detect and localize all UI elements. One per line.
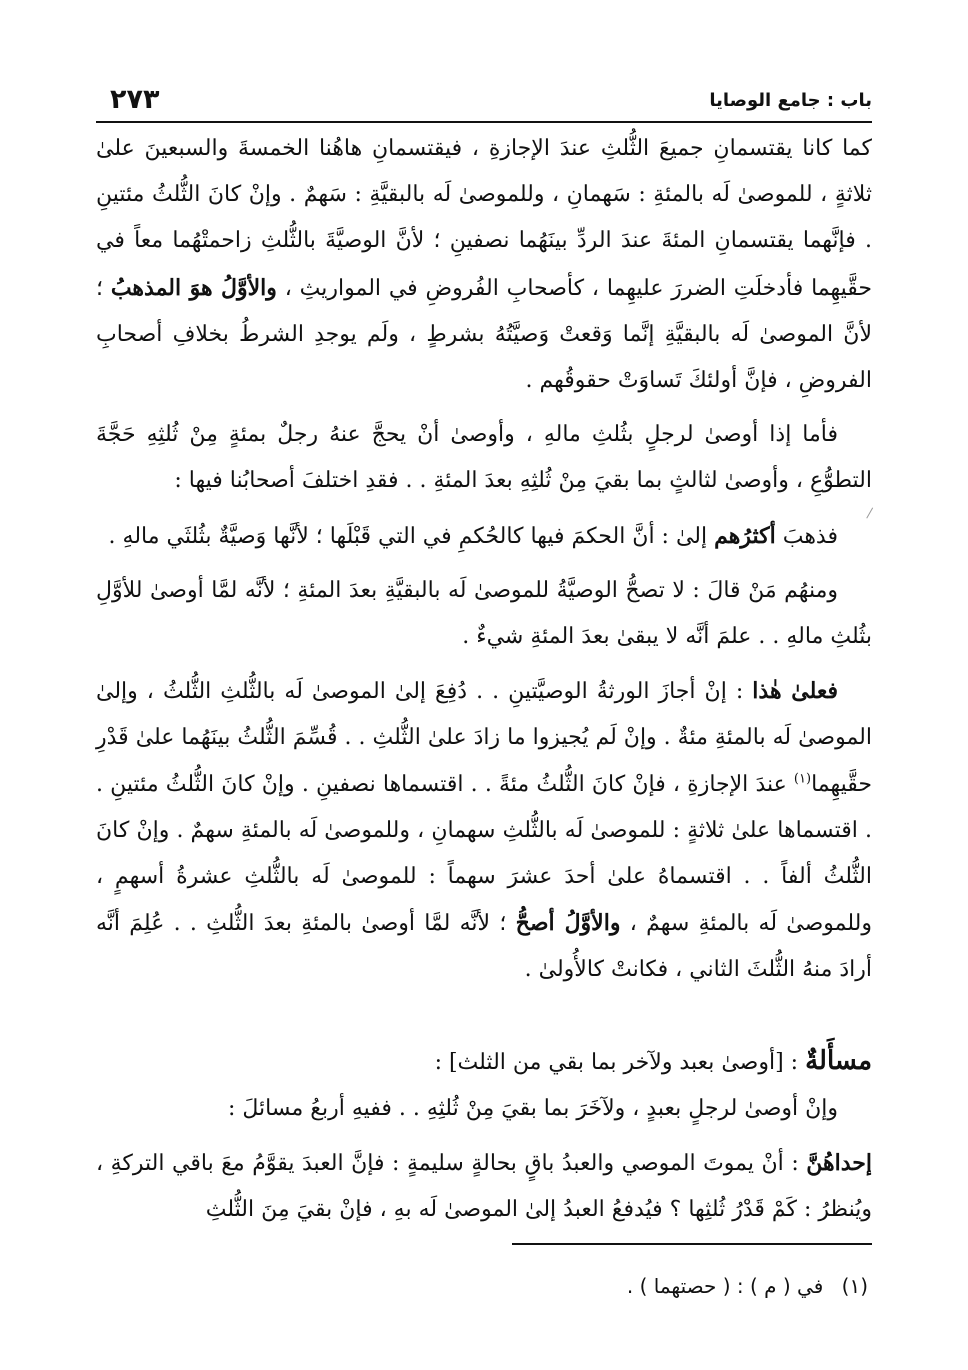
paragraph bbox=[96, 1086, 872, 1132]
paragraph bbox=[96, 1140, 872, 1233]
text-run: فذهبَ bbox=[775, 523, 838, 549]
paragraph bbox=[96, 412, 872, 504]
masala-label: مسأَلةٌ bbox=[805, 1045, 872, 1076]
bold-term: إحداهُنَّ bbox=[806, 1150, 872, 1177]
text-run: : إنْ أجازَ الورثةُ الوصيَّتينِ . . دُفِعَ إلىٰ الموصىٰ لَه بالثُّلثِ الثُّلثُ ، وإلىٰ الموصىٰ لَه بالمئةِ مئةٌ . وإنْ لَم يُجيزوا ما زادَ علىٰ الثُّلثِ . . قُسِّمَ الثُّلثُ بينَهُما علىٰ قَدْرِ حقَّيهِما bbox=[96, 679, 872, 797]
text-run: ؛ لأنَّه لمَّا أوصىٰ بالمئةِ بعدَ الثُّلثِ . . عُلِمَ أنَّه أرادَ منهُ الثُّلثَ الثاني ، فكانتْ كالأُولىٰ . bbox=[96, 911, 872, 983]
footnote-text: في ( م ) : ( حصتهما ) . bbox=[626, 1274, 824, 1298]
bold-term: والأوَّلُ أصحُّ bbox=[515, 910, 621, 937]
paragraph bbox=[96, 668, 872, 993]
text-run: فأما إذا أوصىٰ لرجلٍ بثُلثِ مالهِ ، وأوصىٰ أنْ يحجَّ عنهُ رجلٌ بمئةٍ مِنْ ثُلثِهِ حَجَّةَ التطوُّعِ ، وأوصىٰ لثالثٍ بما بقيَ مِنْ ثُلثِهِ بعدَ المئةِ . . فقدِ اختلفَ أصحابُنا فيها : bbox=[96, 422, 872, 494]
paragraph bbox=[96, 513, 872, 560]
masala-title: : [أوصىٰ بعبد ولآخر بما بقي من الثلث] : bbox=[434, 1049, 806, 1075]
text-run: كما كانا يقتسمانِ جميعَ الثُّلثِ عندَ الإجازةِ ، فيقتسمانِ هاهُنا الخمسةَ والسبعينَ علىٰ ثلاثةٍ ، للموصىٰ لَه بالمئةِ : سَهمانِ ، وللموصىٰ لَه بالبقيَّةِ : سَهمٌ . وإنْ كانَ الثُّلثُ مئتينِ . فإنَّهما يقتسمانِ المئةَ عندَ الردِّ بينَهُما نصفينِ ؛ لأنَّ الوصيَّةَ بالثُّلثِ زاحمتْهُما معاً في حقَّيهِما فأدخلَتِ الضررَ عليهِما ، كأصحابِ الفُروضِ في المواريثِ ، bbox=[96, 136, 872, 301]
footnote-rule bbox=[512, 1243, 872, 1245]
text-run: عندَ الإجازةِ ، فإنْ كانَ الثُّلثُ مئةً . . اقتسماها نصفينِ . وإنْ كانَ الثُّلثُ مئتينِ . . اقتسماها علىٰ ثلاثةٍ : للموصىٰ لَه بالثُّلثِ سهمانِ ، وللموصىٰ لَه بالمئةِ سهمٌ . وإنْ كانَ الثُّلثُ ألفاً . . اقتسماهُ علىٰ أحدَ عشرَ سهماً : للموصىٰ لَه بالثُّلثِ عشرةُ أسهمٍ ، وللموصىٰ لَه بالمئةِ سهمٌ ، bbox=[96, 771, 873, 937]
paragraph bbox=[96, 568, 872, 660]
body-text bbox=[96, 126, 872, 1233]
running-header bbox=[96, 84, 872, 118]
footnote bbox=[96, 1274, 868, 1298]
bold-term: والأوَّلُ هوَ المذهبُ bbox=[110, 274, 277, 301]
masala-heading bbox=[96, 1038, 872, 1086]
chapter-title: باب : جامع الوصايا bbox=[709, 90, 872, 111]
header-rule bbox=[96, 121, 872, 123]
text-run: : أنْ يموتَ الموصي والعبدُ باقٍ بحالةٍ سليمةٍ : فإنَّ العبدَ يقوَّمُ معَ باقي التركةِ ، ويُنظرُ : كَمْ قَدْرُ ثُلثِها ؟ فيُدفعُ العبدُ إلىٰ الموصىٰ لَه بهِ ، فإنْ بقيَ مِنَ الثُّلثِ bbox=[96, 1151, 872, 1223]
bold-term: أكثرُهم bbox=[714, 522, 776, 549]
paragraph bbox=[96, 126, 872, 404]
text-run: وإنْ أوصىٰ لرجلٍ بعبدٍ ، ولآخَرَ بما بقيَ مِنْ ثُلثِهِ . . ففيهِ أربعُ مسائلَ : bbox=[227, 1095, 838, 1121]
text-run: ؛ لأنَّ الموصىٰ لَه بالبقيَّةِ إنَّما وَقعتْ وَصيَّتُهُ بشرطٍ ، ولَم يوجدِ الشرطُ بخلافِ أصحابِ الفروضِ ، فإنَّ أولئكَ تَساوَتْ حقوقُهم . bbox=[96, 275, 872, 394]
footnote-number: (١) bbox=[841, 1274, 868, 1298]
text-run: ومنهُم مَنْ قالَ : لا تصحُّ الوصيَّةُ للموصىٰ لَه بالبقيَّةِ بعدَ المئةِ ؛ لأنَّه لمَّا أوصىٰ للأوَّلِ بثُلثِ مالهِ . . علمَ أنَّه لا يبقىٰ بعدَ المئةِ شيءٌ . bbox=[96, 577, 872, 650]
footnote-ref: (١) bbox=[793, 771, 812, 787]
bold-term: فعلىٰ هٰذا bbox=[752, 678, 839, 705]
page-number: ٢٧٣ bbox=[110, 84, 160, 115]
text-run: إلىٰ : أنَّ الحكمَ فيها كالحُكمِ في التي قَبْلَها ؛ لأنَّها وَصيَّةٌ بثُلثَي مالهِ . bbox=[108, 523, 715, 549]
